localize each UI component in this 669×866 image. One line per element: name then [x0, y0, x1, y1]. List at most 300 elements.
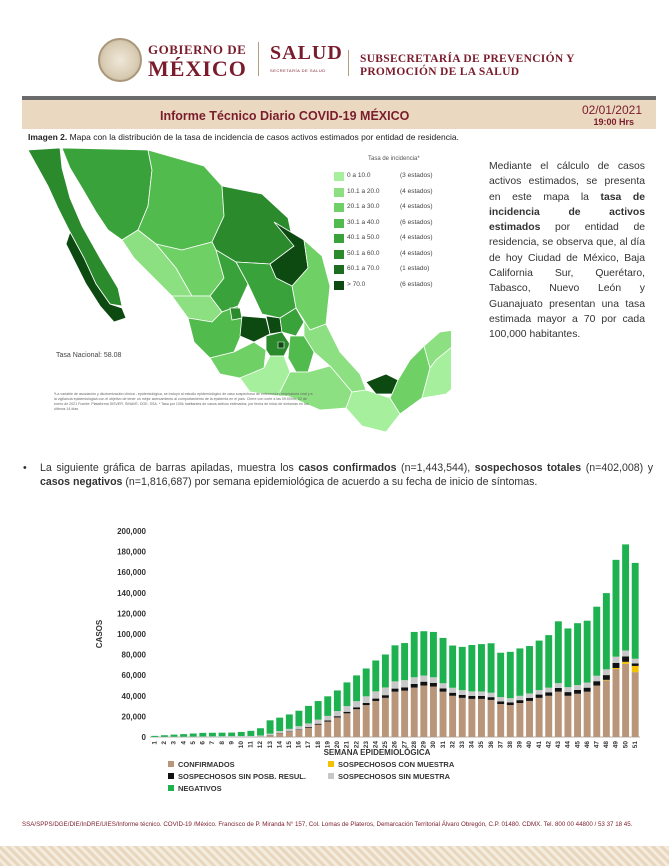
bar-segment-confirmados [536, 698, 543, 737]
bar-segment-confirmados [315, 725, 322, 737]
intro-t3: (n=402,008) y [581, 462, 654, 474]
bar-segment-confirmados [392, 692, 399, 737]
bar-segment-negativos [536, 641, 543, 690]
bar-segment-negativos [353, 675, 360, 701]
bar-segment-negativos [315, 701, 322, 720]
x-tick-label: 51 [631, 741, 639, 749]
state-chihuahua [138, 150, 224, 250]
bar-segment-sospechosos-sin-muestra [228, 736, 235, 737]
y-tick-label: 40,000 [121, 691, 146, 701]
header-divider-2 [348, 50, 349, 76]
x-tick-label: 24 [372, 741, 380, 749]
bar-segment-sospechosos-sin-posb-resul- [324, 721, 331, 722]
legend-range: 10.1 a 20.0 [347, 187, 380, 195]
bar-segment-sospechosos-sin-muestra [267, 734, 274, 736]
y-axis-title: CASOS [95, 619, 104, 649]
bar-segment-sospechosos-sin-posb-resul- [564, 692, 571, 696]
bar-segment-sospechosos-sin-posb-resul- [468, 696, 475, 699]
map-legend-item [334, 264, 454, 276]
bar-segment-negativos [363, 669, 370, 697]
legend-range: 20.1 a 30.0 [347, 203, 380, 210]
legend-count: (3 estados) [400, 172, 433, 179]
bullet-dot-icon: • [23, 462, 27, 474]
salud-logo: SALUD [270, 42, 343, 64]
bar-segment-sospechosos-con-muestra [603, 680, 610, 681]
bar-segment-sospechosos-sin-muestra [516, 696, 523, 700]
bar-segment-sospechosos-sin-muestra [324, 716, 331, 721]
x-tick-label: 16 [295, 741, 303, 749]
bar-segment-confirmados [564, 696, 571, 737]
legend-label: SOSPECHOSOS SIN POSB. RESUL. [178, 772, 306, 781]
bar-segment-negativos [632, 563, 639, 659]
x-tick-label: 6 [199, 741, 207, 745]
x-tick-label: 50 [622, 741, 630, 749]
legend-label: NEGATIVOS [178, 784, 222, 793]
legend-count: (6 estados) [400, 218, 433, 226]
bar-segment-sospechosos-con-muestra [622, 662, 629, 664]
x-tick-label: 31 [439, 741, 447, 749]
bar-segment-sospechosos-sin-muestra [459, 690, 466, 695]
bar-segment-negativos [180, 734, 187, 737]
x-axis-title: SEMANA EPIDEMIOLÓGICA [323, 748, 431, 757]
bar-segment-confirmados [497, 704, 504, 737]
bar-segment-negativos [190, 733, 197, 736]
bar-segment-negativos [449, 646, 456, 688]
legend-swatch [168, 785, 174, 791]
bar-segment-sospechosos-sin-muestra [497, 697, 504, 701]
bar-segment-negativos [238, 732, 245, 736]
y-tick-label: 200,000 [117, 527, 146, 536]
bar-segment-confirmados [516, 703, 523, 737]
bar-segment-confirmados [488, 700, 495, 737]
bar-segment-sospechosos-sin-muestra [478, 691, 485, 696]
y-tick-label: 100,000 [117, 630, 146, 639]
legend-count: (4 estados) [400, 234, 433, 241]
x-tick-label: 26 [391, 741, 399, 749]
bar-segment-confirmados [574, 694, 581, 737]
bar-segment-negativos [151, 736, 158, 737]
x-tick-label: 25 [382, 741, 390, 749]
bar-segment-negativos [267, 720, 274, 733]
header-divider [258, 42, 259, 76]
legend-swatch [334, 172, 344, 181]
bar-segment-sospechosos-sin-posb-resul- [305, 727, 312, 728]
report-time: 19:00 Hrs [593, 117, 634, 127]
bar-segment-sospechosos-sin-posb-resul- [440, 688, 447, 691]
y-tick-label: 160,000 [117, 568, 146, 578]
map-legend-title: Tasa de incidencia* [368, 156, 420, 162]
x-tick-label: 23 [362, 741, 370, 749]
intro-b3: casos negativos [40, 476, 123, 488]
bar-segment-negativos [488, 643, 495, 692]
bar-segment-sospechosos-sin-posb-resul- [420, 682, 427, 686]
bar-segment-sospechosos-sin-posb-resul- [411, 684, 418, 688]
map-legend-item [334, 233, 454, 245]
header [0, 30, 669, 92]
bar-segment-confirmados [334, 717, 341, 737]
legend-swatch [328, 773, 334, 779]
legend-swatch [334, 219, 344, 228]
bar-segment-negativos [295, 711, 302, 726]
intro-t4: (n=1,816,687) por semana epidemiológica de acuerdo a su fecha de inicio de síntomas. [122, 476, 538, 488]
bar-segment-sospechosos-sin-posb-resul- [295, 729, 302, 730]
bar-segment-confirmados [305, 728, 312, 737]
bar-segment-sospechosos-sin-posb-resul- [382, 695, 389, 698]
footer-address: SSA/SPPS/DGE/DIE/InDRE/UIES/Informe técnico. COVID-19 /México. Francisco de P. Miranda N° 157, Col. Lomas de Plateros, Demarcación Territorial Álvaro Obregón, C.P. 01480. CDMX. Tel. 800 00 44800 / 53 37 18 45. [22, 821, 633, 828]
bar-segment-sospechosos-sin-muestra [507, 698, 514, 702]
bar-segment-confirmados [603, 680, 610, 737]
x-tick-label: 44 [564, 741, 572, 749]
bar-segment-sospechosos-sin-posb-resul- [372, 699, 379, 701]
bar-segment-confirmados [459, 698, 466, 737]
legend-range: 50.1 a 60.0 [347, 249, 380, 257]
bar-segment-sospechosos-sin-posb-resul- [622, 656, 629, 661]
bar-segment-sospechosos-sin-muestra [603, 669, 610, 675]
bar-segment-negativos [516, 648, 523, 695]
legend-count: (4 estados) [400, 203, 433, 210]
map-legend-item [334, 171, 454, 183]
bar-segment-negativos [286, 714, 293, 728]
bar-segment-sospechosos-sin-muestra [247, 736, 254, 737]
bar-segment-sospechosos-sin-muestra [526, 693, 533, 697]
bar-segment-sospechosos-sin-muestra [295, 726, 302, 729]
bar-segment-confirmados [363, 705, 370, 737]
bar-segment-negativos [564, 628, 571, 687]
x-tick-label: 4 [180, 741, 188, 745]
map-legend-item [334, 187, 454, 199]
bar-segment-sospechosos-sin-muestra [622, 650, 629, 656]
bar-segment-sospechosos-sin-posb-resul- [536, 695, 543, 698]
legend-swatch [168, 773, 174, 779]
bar-segment-sospechosos-sin-posb-resul- [574, 690, 581, 694]
bar-segment-sospechosos-sin-posb-resul- [315, 724, 322, 725]
bar-segment-sospechosos-sin-muestra [199, 736, 206, 737]
bar-segment-negativos [593, 607, 600, 676]
bar-segment-negativos [209, 733, 216, 737]
bar-segment-sospechosos-con-muestra [613, 668, 620, 669]
bar-segment-confirmados [593, 686, 600, 738]
legend-count: (4 estados) [400, 187, 433, 195]
x-tick-label: 43 [555, 741, 563, 749]
bar-segment-sospechosos-sin-muestra [344, 706, 351, 712]
bar-segment-sospechosos-sin-posb-resul- [363, 703, 370, 705]
bar-segment-sospechosos-sin-posb-resul- [497, 701, 504, 704]
bar-segment-negativos [276, 718, 283, 731]
y-tick-label: 180,000 [117, 547, 146, 557]
bar-segment-confirmados [411, 688, 418, 737]
x-tick-label: 39 [516, 741, 524, 749]
bar-segment-negativos [305, 706, 312, 724]
x-tick-label: 41 [535, 741, 543, 749]
bar-segment-confirmados [276, 733, 283, 737]
x-tick-label: 40 [526, 741, 534, 749]
intro-b1: casos confirmados [298, 462, 397, 474]
legend-swatch [334, 234, 344, 243]
legend-range: 0 a 10.0 [347, 172, 371, 179]
bar-segment-sospechosos-sin-muestra [488, 693, 495, 697]
bar-segment-confirmados [324, 722, 331, 737]
x-tick-label: 33 [458, 741, 466, 749]
x-tick-label: 17 [305, 741, 313, 749]
bar-segment-negativos [555, 621, 562, 683]
legend-count: (4 estados) [400, 249, 433, 257]
y-tick-label: 140,000 [117, 588, 146, 598]
bar-segment-negativos [392, 645, 399, 681]
bar-segment-sospechosos-sin-posb-resul- [334, 716, 341, 717]
bar-segment-negativos [372, 660, 379, 691]
legend-range: > 70.0 [347, 280, 366, 288]
x-tick-label: 49 [612, 741, 620, 749]
bar-segment-negativos [613, 560, 620, 657]
bar-segment-sospechosos-sin-muestra [613, 657, 620, 663]
bar-segment-sospechosos-sin-muestra [257, 735, 264, 736]
gobierno-line1: GOBIERNO DE [148, 42, 247, 57]
bar-segment-sospechosos-sin-posb-resul- [593, 681, 600, 685]
tasa-nacional: Tasa Nacional: 58.08 [56, 352, 122, 359]
bar-segment-sospechosos-sin-posb-resul- [344, 712, 351, 714]
report-date: 02/01/2021 [581, 103, 642, 117]
bar-segment-sospechosos-sin-muestra [545, 688, 552, 693]
legend-label: CONFIRMADOS [178, 760, 235, 769]
x-tick-label: 45 [574, 741, 582, 749]
bar-segment-sospechosos-sin-posb-resul- [555, 688, 562, 692]
state-guanajuato [240, 316, 270, 342]
bar-segment-sospechosos-sin-posb-resul- [516, 700, 523, 703]
x-tick-label: 9 [228, 741, 236, 745]
bar-segment-negativos [574, 623, 581, 685]
x-tick-label: 32 [449, 741, 457, 749]
x-tick-label: 22 [353, 741, 361, 749]
y-tick-label: 80,000 [121, 650, 146, 660]
image-caption [28, 132, 459, 142]
bar-segment-sospechosos-sin-posb-resul- [613, 663, 620, 668]
bar-segment-sospechosos-sin-muestra [353, 701, 360, 707]
bar-segment-confirmados [286, 732, 293, 737]
map-legend-item [334, 202, 454, 214]
bar-segment-sospechosos-sin-posb-resul- [478, 696, 485, 699]
bar-segment-sospechosos-sin-muestra [574, 685, 581, 690]
map-description-part2: por entidad de residencia, se observa que, al día de hoy Ciudad de México, Baja California Sur, Querétaro, Tabasco, Nuevo León y Guanajuato presentan una tasa estimada mayor a 70 por cada 100,000 habitantes. [489, 222, 645, 341]
bar-segment-negativos [411, 632, 418, 677]
bar-segment-confirmados [382, 698, 389, 737]
x-tick-label: 15 [286, 741, 294, 749]
map-legend-item [334, 249, 454, 261]
legend-swatch [168, 761, 174, 767]
map-description [489, 159, 645, 343]
x-tick-label: 46 [583, 741, 591, 749]
bar-segment-negativos [199, 733, 206, 737]
legend-label: SOSPECHOSOS SIN MUESTRA [338, 772, 451, 781]
bar-segment-sospechosos-sin-muestra [401, 680, 408, 687]
y-tick-label: 60,000 [121, 671, 146, 681]
x-tick-label: 3 [170, 741, 178, 745]
subsecretaria-line1: SUBSECRETARÍA DE PREVENCIÓN Y [360, 53, 575, 65]
x-tick-label: 35 [478, 741, 486, 749]
bar-segment-sospechosos-sin-muestra [555, 683, 562, 688]
bar-segment-negativos [324, 696, 331, 716]
bar-segment-confirmados [622, 664, 629, 737]
bar-segment-sospechosos-sin-muestra [372, 691, 379, 698]
bar-segment-negativos [382, 654, 389, 687]
bar-segment-negativos [228, 733, 235, 737]
bar-segment-sospechosos-sin-muestra [564, 687, 571, 692]
bar-segment-sospechosos-sin-muestra [286, 729, 293, 732]
bar-segment-sospechosos-sin-muestra [632, 659, 639, 664]
bar-segment-sospechosos-sin-muestra [238, 736, 245, 737]
x-tick-label: 30 [430, 741, 438, 749]
caption-text: Mapa con la distribución de la tasa de incidencia de casos activos estimados por entidad de residencia. [67, 132, 459, 142]
bar-segment-sospechosos-sin-muestra [420, 676, 427, 682]
bar-segment-confirmados [478, 699, 485, 737]
bar-segment-negativos [459, 647, 466, 690]
legend-swatch [334, 203, 344, 212]
map-description-bold: tasa de incidencia de activos estimados [489, 191, 645, 234]
x-tick-label: 1 [151, 741, 159, 745]
bar-segment-sospechosos-sin-muestra [315, 720, 322, 724]
x-tick-label: 2 [161, 741, 169, 745]
subsecretaria-line2: PROMOCIÓN DE LA SALUD [360, 66, 520, 78]
report-title: Informe Técnico Diario COVID-19 MÉXICO [160, 109, 410, 123]
legend-swatch [334, 188, 344, 197]
bar-segment-sospechosos-sin-posb-resul- [488, 697, 495, 700]
map-footnote: *La variable de asociación y dicotomización clínica - epidemiológica, se incluyó al estudio epidemiológico de caso sospechoso de enfermedad respiratoria viral y a la vigilancia epidemiológica con el objetivo de tener un mejor acercamiento al comportamiento de la epidemia en el país. Cierre con corte a las 09:00hrs, 02 de enero de 2021 Fuente: Plataforma SISVER, SINAVE, DGE, SSA. * Tasa por 100k habitantes de casos activos estimados; por fecha de inicio de síntomas en los últimos 14 días [54, 392, 313, 411]
x-tick-label: 47 [593, 741, 601, 749]
bar-segment-negativos [420, 631, 427, 675]
bar-segment-negativos [171, 735, 178, 737]
chart-intro-text [23, 461, 653, 489]
bar-segment-confirmados [440, 692, 447, 737]
bar-segment-sospechosos-sin-posb-resul- [430, 683, 437, 687]
bar-segment-negativos [526, 646, 533, 693]
bar-segment-confirmados [295, 730, 302, 737]
chart-intro-bullet [23, 461, 653, 489]
legend-swatch [334, 281, 344, 290]
bar-segment-sospechosos-sin-posb-resul- [449, 693, 456, 696]
x-tick-label: 5 [189, 741, 197, 745]
bar-segment-confirmados [267, 735, 274, 737]
bar-segment-confirmados [449, 696, 456, 737]
map-legend-item [334, 280, 454, 292]
bar-segment-negativos [219, 733, 226, 737]
bar-segment-sospechosos-sin-muestra [593, 676, 600, 681]
bar-segment-sospechosos-sin-posb-resul- [526, 698, 533, 701]
x-tick-label: 27 [401, 741, 409, 749]
bar-segment-sospechosos-sin-posb-resul- [353, 707, 360, 709]
bar-segment-negativos [257, 728, 264, 735]
intro-t2: (n=1,443,544), [396, 462, 475, 474]
x-tick-label: 42 [545, 741, 553, 749]
map-description-part1: Mediante el cálculo de casos activos estimados, se presenta en este mapa la [489, 161, 645, 203]
bar-segment-sospechosos-sin-posb-resul- [507, 702, 514, 705]
x-tick-label: 20 [334, 741, 342, 749]
state-coahuila [212, 186, 294, 264]
x-tick-label: 13 [266, 741, 274, 749]
x-tick-label: 18 [314, 741, 322, 749]
bar-segment-negativos [401, 643, 408, 680]
x-tick-label: 11 [247, 741, 255, 748]
x-tick-label: 10 [237, 741, 245, 749]
x-tick-label: 28 [410, 741, 418, 749]
bar-segment-sospechosos-sin-posb-resul- [632, 663, 639, 666]
bar-segment-confirmados [468, 699, 475, 737]
coat-of-arms-seal-icon [98, 38, 142, 82]
x-tick-label: 36 [487, 741, 495, 749]
map-legend-item [334, 218, 454, 230]
stacked-bar-chart [88, 522, 648, 810]
legend-swatch [334, 250, 344, 259]
legend-count: (1 estado) [400, 265, 430, 272]
bar-segment-sospechosos-sin-muestra [363, 696, 370, 703]
x-tick-label: 48 [603, 741, 611, 749]
bar-segment-confirmados [584, 692, 591, 737]
bar-segment-sospechosos-sin-muestra [584, 683, 591, 688]
bar-segment-confirmados [545, 696, 552, 737]
x-tick-label: 14 [276, 741, 284, 749]
bar-segment-confirmados [344, 713, 351, 737]
legend-label: SOSPECHOSOS CON MUESTRA [338, 760, 455, 769]
bar-segment-sospechosos-sin-muestra [392, 681, 399, 688]
bar-segment-confirmados [353, 709, 360, 737]
intro-t1: La siguiente gráfica de barras apiladas, muestra los [40, 462, 299, 474]
bar-segment-sospechosos-sin-posb-resul- [401, 687, 408, 690]
legend-range: 40.1 a 50.0 [347, 234, 380, 241]
legend-count: (6 estados) [400, 280, 433, 288]
bar-segment-negativos [497, 653, 504, 697]
y-tick-label: 0 [141, 733, 146, 742]
x-tick-label: 34 [468, 741, 476, 749]
bar-segment-negativos [161, 735, 168, 737]
decorative-footer-band [0, 846, 669, 866]
x-tick-label: 8 [218, 741, 226, 745]
bar-segment-sospechosos-sin-muestra [219, 736, 226, 737]
intro-b2: sospechosos totales [474, 462, 582, 474]
x-tick-label: 38 [507, 741, 515, 749]
bar-segment-negativos [344, 682, 351, 706]
state-aguascalientes [230, 308, 242, 320]
legend-swatch [328, 761, 334, 767]
x-tick-label: 7 [209, 741, 217, 745]
x-tick-label: 37 [497, 741, 505, 749]
bar-segment-sospechosos-sin-muestra [430, 677, 437, 683]
bar-segment-sospechosos-sin-muestra [276, 731, 283, 733]
bar-segment-confirmados [430, 687, 437, 737]
bar-segment-sospechosos-con-muestra [632, 666, 639, 672]
caption-label: Imagen 2. [28, 132, 68, 142]
state-cdmx [278, 342, 284, 348]
bar-segment-confirmados [372, 701, 379, 737]
bar-segment-sospechosos-sin-posb-resul- [545, 692, 552, 696]
x-tick-label: 19 [324, 741, 332, 749]
bar-segment-confirmados [555, 692, 562, 737]
bar-segment-sospechosos-sin-posb-resul- [459, 695, 466, 698]
bar-segment-negativos [468, 645, 475, 691]
chart-svg [88, 522, 648, 810]
report-title-bar [22, 96, 656, 129]
y-tick-label: 20,000 [121, 712, 146, 722]
x-tick-label: 21 [343, 741, 351, 749]
bar-segment-sospechosos-sin-muestra [334, 711, 341, 716]
bar-segment-confirmados [613, 669, 620, 737]
bar-segment-sospechosos-sin-muestra [440, 683, 447, 688]
bar-segment-negativos [507, 652, 514, 698]
salud-subtitle: SECRETARÍA DE SALUD [270, 68, 326, 73]
x-tick-label: 12 [257, 741, 265, 749]
bar-segment-sospechosos-sin-posb-resul- [603, 675, 610, 680]
gobierno-line2: MÉXICO [148, 56, 247, 81]
bar-segment-negativos [584, 621, 591, 683]
legend-range: 30.1 a 40.0 [347, 218, 380, 226]
bar-segment-confirmados [401, 691, 408, 737]
